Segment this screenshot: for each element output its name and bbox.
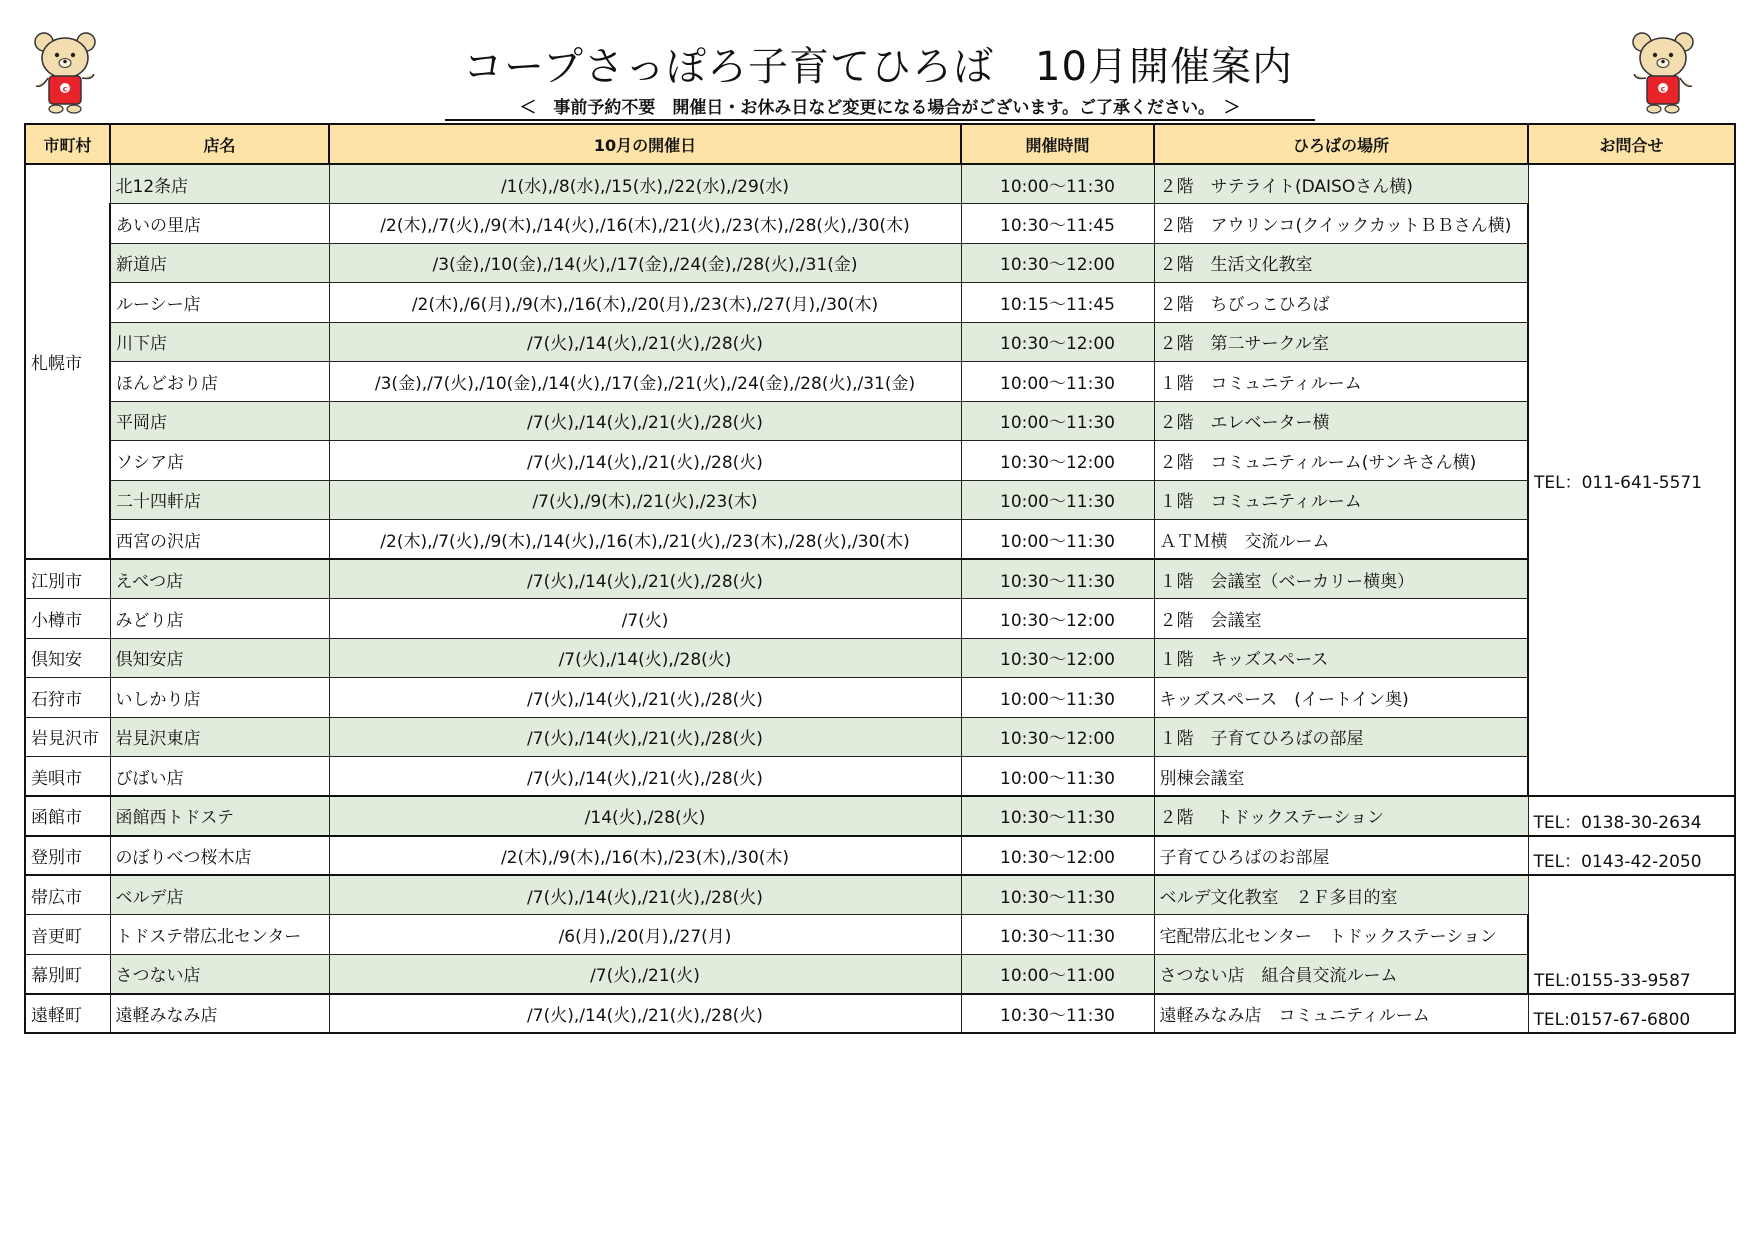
table-row <box>25 954 1735 994</box>
table-row <box>25 796 1735 836</box>
time-cell: 10:30～12:00 <box>961 599 1154 639</box>
place-cell: ２階 コミュニティルーム(サンキさん横) <box>1154 441 1528 481</box>
time-cell: 10:00～11:30 <box>961 520 1154 560</box>
time-cell: 10:30～12:00 <box>961 836 1154 876</box>
time-cell: 10:30～12:00 <box>961 322 1154 362</box>
contact-cell: TEL:0157-67-6800 <box>1528 994 1735 1034</box>
place-cell: ２階 生活文化教室 <box>1154 243 1528 283</box>
time-cell: 10:00～11:30 <box>961 401 1154 441</box>
store-cell: 遠軽みなみ店 <box>110 994 329 1034</box>
store-cell: ソシア店 <box>110 441 329 481</box>
table-row <box>25 204 1735 244</box>
store-cell: 函館西トドステ <box>110 796 329 836</box>
contact-cell: TEL：0138-30-2634 <box>1528 796 1735 836</box>
city-cell: 登別市 <box>25 836 110 876</box>
place-cell: １階 キッズスペース <box>1154 638 1528 678</box>
dates-cell: /2(木),/7(火),/9(木),/14(火),/16(木),/21(火),/23(木),/28(火),/30(木) <box>329 204 961 244</box>
place-cell: ２階 エレベーター横 <box>1154 401 1528 441</box>
dates-cell: /7(火),/14(火),/28(火) <box>329 638 961 678</box>
table-row <box>25 678 1735 718</box>
dates-cell: /3(金),/7(火),/10(金),/14(火),/17(金),/21(火),/24(金),/28(火),/31(金) <box>329 362 961 402</box>
dates-cell: /7(火),/14(火),/21(火),/28(火) <box>329 757 961 797</box>
contact-cell: TEL：011-641-5571 <box>1528 164 1735 796</box>
store-cell: えべつ店 <box>110 559 329 599</box>
place-cell: ２階 会議室 <box>1154 599 1528 639</box>
dates-cell: /7(火),/14(火),/21(火),/28(火) <box>329 322 961 362</box>
store-cell: 平岡店 <box>110 401 329 441</box>
city-cell: 石狩市 <box>25 678 110 718</box>
col-header-city: 市町村 <box>25 124 110 164</box>
contact-cell: TEL:0155-33-9587 <box>1528 875 1735 994</box>
store-cell: びばい店 <box>110 757 329 797</box>
notice-subtitle: ＜ 事前予約不要 開催日・お休み日など変更になる場合がございます。ご了承ください。 ＞ <box>445 97 1315 121</box>
svg-text:c: c <box>62 84 68 94</box>
city-cell: 帯広市 <box>25 875 110 915</box>
store-cell: ベルデ店 <box>110 875 329 915</box>
time-cell: 10:30～11:30 <box>961 915 1154 955</box>
place-cell: １階 コミュニティルーム <box>1154 362 1528 402</box>
contact-cell: TEL：0143-42-2050 <box>1528 836 1735 876</box>
city-cell: 倶知安 <box>25 638 110 678</box>
table-row <box>25 559 1735 599</box>
table-row <box>25 480 1735 520</box>
table-row <box>25 401 1735 441</box>
table-row <box>25 875 1735 915</box>
store-cell: 新道店 <box>110 243 329 283</box>
table-row <box>25 164 1735 204</box>
place-cell: さつない店 組合員交流ルーム <box>1154 954 1528 994</box>
time-cell: 10:30～12:00 <box>961 243 1154 283</box>
col-header-contact: お問合せ <box>1528 124 1735 164</box>
dates-cell: /7(火),/14(火),/21(火),/28(火) <box>329 678 961 718</box>
time-cell: 10:30～11:30 <box>961 994 1154 1034</box>
time-cell: 10:15～11:45 <box>961 283 1154 323</box>
table-row <box>25 757 1735 797</box>
place-cell: 遠軽みなみ店 コミュニティルーム <box>1154 994 1528 1034</box>
table-row <box>25 836 1735 876</box>
store-cell: トドステ帯広北センター <box>110 915 329 955</box>
store-cell: いしかり店 <box>110 678 329 718</box>
store-cell: ほんどおり店 <box>110 362 329 402</box>
table-row <box>25 638 1735 678</box>
dates-cell: /14(火),/28(火) <box>329 796 961 836</box>
time-cell: 10:00～11:30 <box>961 480 1154 520</box>
time-cell: 10:00～11:30 <box>961 757 1154 797</box>
time-cell: 10:00～11:00 <box>961 954 1154 994</box>
dates-cell: /7(火),/14(火),/21(火),/28(火) <box>329 401 961 441</box>
table-row <box>25 362 1735 402</box>
table-row <box>25 717 1735 757</box>
dates-cell: /2(木),/7(火),/9(木),/14(火),/16(木),/21(火),/23(木),/28(火),/30(木) <box>329 520 961 560</box>
city-cell: 小樽市 <box>25 599 110 639</box>
table-row <box>25 283 1735 323</box>
store-cell: ルーシー店 <box>110 283 329 323</box>
table-row <box>25 243 1735 283</box>
dates-cell: /7(火),/14(火),/21(火),/28(火) <box>329 717 961 757</box>
time-cell: 10:30～12:00 <box>961 717 1154 757</box>
time-cell: 10:30～11:30 <box>961 875 1154 915</box>
store-cell: 倶知安店 <box>110 638 329 678</box>
dates-cell: /7(火) <box>329 599 961 639</box>
store-cell: 西宮の沢店 <box>110 520 329 560</box>
city-cell: 札幌市 <box>25 164 110 559</box>
place-cell: ２階 サテライト(DAISOさん横) <box>1154 164 1528 204</box>
col-header-dates: 10月の開催日 <box>329 124 961 164</box>
svg-text:c: c <box>1660 84 1666 94</box>
table-row <box>25 915 1735 955</box>
place-cell: ベルデ文化教室 ２Ｆ多目的室 <box>1154 875 1528 915</box>
place-cell: ２階 アウリンコ(クイックカットＢＢさん横) <box>1154 204 1528 244</box>
dates-cell: /7(火),/14(火),/21(火),/28(火) <box>329 994 961 1034</box>
dates-cell: /2(木),/9(木),/16(木),/23(木),/30(木) <box>329 836 961 876</box>
dates-cell: /3(金),/10(金),/14(火),/17(金),/24(金),/28(火),/31(金) <box>329 243 961 283</box>
city-cell: 美唄市 <box>25 757 110 797</box>
place-cell: ２階 第二サークル室 <box>1154 322 1528 362</box>
place-cell: ２階 ちびっこひろば <box>1154 283 1528 323</box>
place-cell: １階 子育てひろばの部屋 <box>1154 717 1528 757</box>
time-cell: 10:30～11:30 <box>961 796 1154 836</box>
time-cell: 10:00～11:30 <box>961 164 1154 204</box>
city-cell: 岩見沢市 <box>25 717 110 757</box>
store-cell: 岩見沢東店 <box>110 717 329 757</box>
table-header-row <box>25 124 1735 164</box>
place-cell: １階 コミュニティルーム <box>1154 480 1528 520</box>
place-cell: キッズスペース (イートイン奥) <box>1154 678 1528 718</box>
dates-cell: /1(水),/8(水),/15(水),/22(水),/29(水) <box>329 164 961 204</box>
time-cell: 10:00～11:30 <box>961 678 1154 718</box>
store-cell: 二十四軒店 <box>110 480 329 520</box>
dates-cell: /7(火),/14(火),/21(火),/28(火) <box>329 441 961 481</box>
time-cell: 10:30～12:00 <box>961 638 1154 678</box>
col-header-time: 開催時間 <box>961 124 1154 164</box>
page-title: コープさっぽろ子育てひろば 10月開催案内 <box>463 44 1293 90</box>
store-cell: 北12条店 <box>110 164 329 204</box>
store-cell: 川下店 <box>110 322 329 362</box>
dates-cell: /7(火),/9(木),/21(火),/23(木) <box>329 480 961 520</box>
time-cell: 10:30～11:45 <box>961 204 1154 244</box>
store-cell: あいの里店 <box>110 204 329 244</box>
dates-cell: /7(火),/14(火),/21(火),/28(火) <box>329 559 961 599</box>
col-header-store: 店名 <box>110 124 329 164</box>
table-row <box>25 520 1735 560</box>
dates-cell: /7(火),/14(火),/21(火),/28(火) <box>329 875 961 915</box>
store-cell: みどり店 <box>110 599 329 639</box>
time-cell: 10:30～12:00 <box>961 441 1154 481</box>
col-header-place: ひろばの場所 <box>1154 124 1528 164</box>
city-cell: 江別市 <box>25 559 110 599</box>
place-cell: 宅配帯広北センター トドックステーション <box>1154 915 1528 955</box>
table-row <box>25 322 1735 362</box>
time-cell: 10:30～11:30 <box>961 559 1154 599</box>
store-cell: のぼりべつ桜木店 <box>110 836 329 876</box>
city-cell: 幕別町 <box>25 954 110 994</box>
table-row <box>25 599 1735 639</box>
city-cell: 函館市 <box>25 796 110 836</box>
city-cell: 遠軽町 <box>25 994 110 1034</box>
dates-cell: /7(火),/21(火) <box>329 954 961 994</box>
place-cell: ２階 トドックステーション <box>1154 796 1528 836</box>
place-cell: １階 会議室（ベーカリー横奥） <box>1154 559 1528 599</box>
place-cell: ＡＴＭ横 交流ルーム <box>1154 520 1528 560</box>
schedule-table <box>24 123 1736 1034</box>
table-row <box>25 994 1735 1034</box>
dates-cell: /6(月),/20(月),/27(月) <box>329 915 961 955</box>
table-row <box>25 441 1735 481</box>
place-cell: 別棟会議室 <box>1154 757 1528 797</box>
dates-cell: /2(木),/6(月),/9(木),/16(木),/20(月),/23(木),/27(月),/30(木) <box>329 283 961 323</box>
city-cell: 音更町 <box>25 915 110 955</box>
store-cell: さつない店 <box>110 954 329 994</box>
time-cell: 10:00～11:30 <box>961 362 1154 402</box>
place-cell: 子育てひろばのお部屋 <box>1154 836 1528 876</box>
